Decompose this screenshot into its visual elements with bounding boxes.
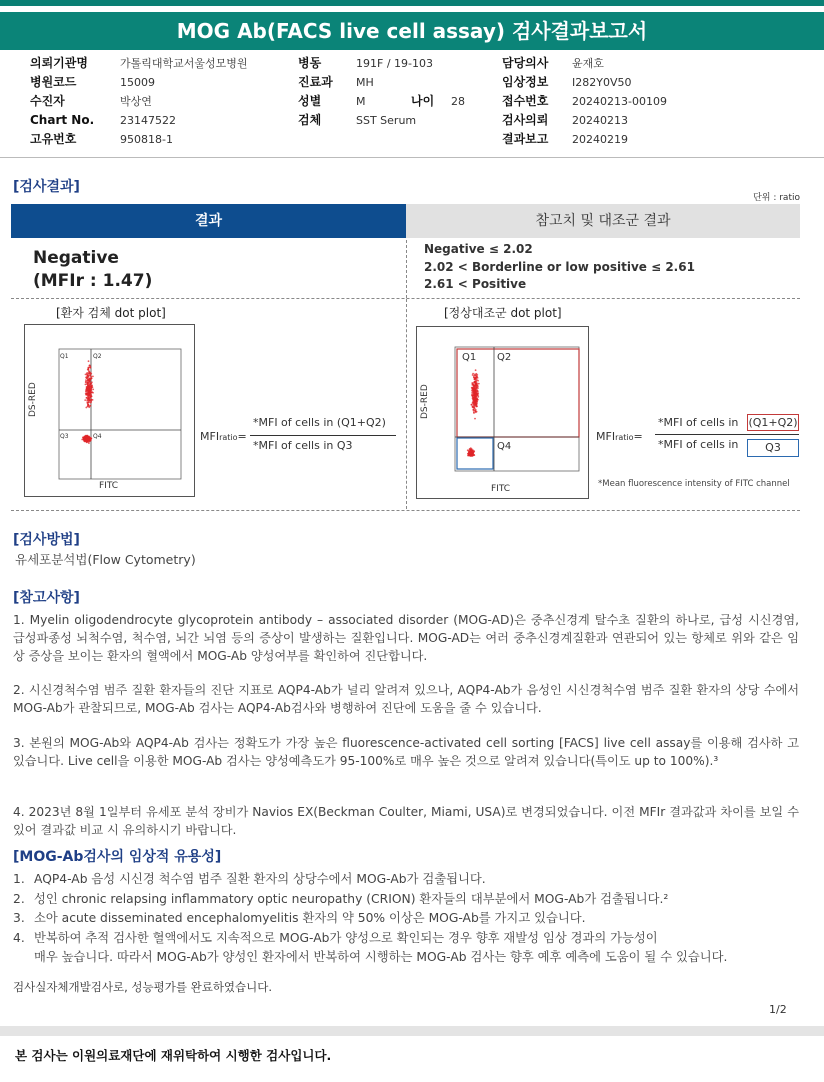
patient-q3: Q3 [60,433,69,440]
dot-marker [471,404,473,406]
label-department: 진료과 [298,75,333,89]
utility-item [13,948,803,968]
control-formula-numerator: *MFI of cells in [658,416,739,429]
result-status: Negative [33,248,119,268]
label-chart-no: Chart No. [30,113,95,127]
label-patient: 수진자 [30,94,65,108]
control-dot-plot [416,326,589,499]
dot-marker [467,449,469,451]
patient-info-col2 [298,54,465,130]
method-title: [검사방법] [13,532,80,548]
plots-vertical-divider [406,299,407,509]
control-formula-lhs [596,430,643,443]
dot-marker [90,399,92,401]
dot-marker [85,393,87,395]
validation-note: 검사실자체개발검사로, 성능평가를 완료하였습니다. [13,980,273,994]
dot-marker [92,389,94,391]
patient-plot-axes [59,349,181,479]
value-unique-no: 950818-1 [120,133,173,146]
value-patient: 박상연 [120,95,152,108]
dot-marker [475,388,477,390]
method-text: 유세포분석법(Flow Cytometry) [15,552,196,567]
value-doctor: 윤재호 [572,57,604,70]
utility-item-text: AQP4-Ab 음성 시신경 척수염 범주 질환 환자의 상당수에서 MOG-Ab가 검출됩니다. [34,872,486,886]
patient-plot-svg [25,325,194,496]
label-clinical-info: 임상정보 [502,75,549,89]
dot-marker [475,400,477,402]
patient-dot-plot [24,324,195,497]
utility-item-text: 반복하여 추적 검사한 혈액에서도 지속적으로 MOG-Ab가 양성으로 확인되는 경우 향후 재발성 임상 경과의 가능성이 [34,930,658,945]
dot-marker [469,451,471,453]
dot-marker [85,381,87,383]
label-age: 나이 [411,94,435,108]
patient-info-col3 [502,54,667,149]
control-formula-ratio-text: ratio [615,433,634,442]
note-paragraph-3: 3. 본원의 MOG-Ab와 AQP4-Ab 검사는 정확도가 가장 높은 fluorescence-activated cell sorting [FACS] live cell assay를 이용해 검사하 고 있습니다. Live cell을 이용한 MOG-Ab 검사는 양성예측도가 95-100%로 매우 높은 것으로 알려져 있습니다(특이도 up to 100%).³ [13,736,799,768]
dot-marker [90,397,92,399]
results-title: [검사결과] [13,179,80,195]
mfi-footnote: *Mean fluorescence intensity of FITC channel [598,479,790,489]
dot-marker [474,390,476,392]
dot-marker [89,440,91,442]
value-institution: 가톨릭대학교서울성모병원 [120,57,248,70]
dot-marker [88,360,90,362]
patient-plot-label: [환자 검체 dot plot] [56,306,166,320]
dot-marker [474,404,476,406]
label-institution: 의뢰기관명 [30,56,88,70]
patient-q1: Q1 [60,353,69,360]
patient-formula-lhs [200,430,247,443]
dot-marker [84,436,86,438]
value-report-date: 20240219 [572,133,628,146]
dot-marker [89,367,91,369]
utility-item [13,929,803,949]
control-plot-svg [417,327,588,498]
dot-marker [471,389,473,391]
dot-marker [474,418,476,420]
dot-marker [88,393,90,395]
result-mfir: (MFIr : 1.47) [33,271,153,291]
patient-x-axis-label: FITC [99,481,119,491]
dot-marker [473,385,475,387]
dot-marker [472,406,474,408]
dot-marker [468,453,470,455]
dot-marker [87,382,89,384]
unit-label: 단위 : ratio [753,193,800,203]
result-value [33,247,152,293]
label-receipt-no: 접수번호 [502,94,549,108]
dot-marker [477,394,479,396]
dot-marker [89,388,91,390]
note-paragraph-1: 1. Myelin oligodendrocyte glycoprotein antibody – associated disorder (MOG-AD)은 중추신경계 탈수초 질환의 하나로, 급성 시신경염, 급성파종성 뇌척수염, 척수염, 뇌간 뇌염 등의 증상이 발생하는 질환입니다. MOG-AD는 여러 중추신경계질환과 연관되어 있는 항체로 위와 같은 임상 증상을 보이는 환자의 혈액에서 MOG-Ab 양성여부를 확인하여 진단합니다. [13,613,799,663]
footer-note: 본 검사는 이원의료재단에 재위탁하여 시행한 검사입니다. [15,1048,332,1063]
control-y-axis-label: DS-RED [420,384,430,419]
value-sex: M [356,95,366,108]
dot-marker [92,392,94,394]
dot-marker [476,390,478,392]
footer-band [0,1026,824,1036]
utility-item-num: 1. [13,872,25,886]
note-paragraph-2: 2. 시신경척수염 범주 질환 환자들의 진단 지표로 AQP4-Ab가 널리 알려져 있으나, AQP4-Ab가 음성인 시신경척수염 범주 질환 환자의 상당 수에서 MOG-Ab가 관찰되므로, MOG-Ab 검사는 AQP4-Ab검사와 병행하여 진단에 도움을 줄 수 있습니다. [13,683,799,715]
dot-marker [90,402,92,404]
control-q3-gate [457,438,493,469]
dot-marker [86,383,88,385]
dot-marker [87,437,89,439]
dot-marker [84,439,86,441]
reference-negative: Negative ≤ 2.02 [424,242,533,256]
report-title: MOG Ab(FACS live cell assay) 검사결과보고서 [0,12,824,50]
value-receipt-no: 20240213-00109 [572,95,667,108]
dot-marker [87,403,89,405]
utility-item-text: 소아 acute disseminated encephalomyelitis 환자의 약 50% 이상은 MOG-Ab를 가지고 있습니다. [34,911,586,925]
utility-title: [MOG-Ab검사의 임상적 유용성] [13,849,222,865]
dot-marker [474,402,476,404]
dot-marker [475,369,477,371]
dot-marker [473,398,475,400]
utility-item-num [13,948,34,968]
dot-marker [89,383,91,385]
dot-marker [477,387,479,389]
dot-marker [88,401,90,403]
value-request-date: 20240213 [572,114,628,127]
control-x-axis-label: FITC [491,484,511,494]
dot-marker [472,395,474,397]
dot-marker [89,380,91,382]
page-number: 1/2 [769,1003,787,1016]
dot-marker [474,389,476,391]
label-specimen: 검체 [298,113,322,127]
value-age: 28 [451,95,465,108]
dot-marker [82,437,84,439]
label-doctor: 담당의사 [502,56,549,70]
control-q1: Q1 [462,352,477,363]
patient-y-axis-label: DS-RED [28,382,38,417]
utility-item-text: 매우 높습니다. 따라서 MOG-Ab가 양성인 환자에서 반복하여 시행하는 MOG-Ab 검사는 향후 예후 예측에 도움이 될 수 있습니다. [34,950,728,964]
dot-marker [472,402,474,404]
dot-marker [88,386,90,388]
dot-marker [475,377,477,379]
utility-item-text: 성인 chronic relapsing inflammatory optic neuropathy (CRION) 환자들의 대부분에서 MOG-Ab가 검출됩니다.² [34,891,669,906]
dot-marker [87,390,89,392]
value-clinical-info: I282Y0V50 [572,76,632,89]
dot-marker [88,405,90,407]
label-unique-no: 고유번호 [30,132,77,146]
dot-marker [474,396,476,398]
dot-marker [471,454,473,456]
label-request-date: 검사의뢰 [502,113,549,127]
dot-marker [473,454,475,456]
results-vertical-divider [406,240,407,298]
dot-marker [475,410,477,412]
patient-formula-bar [250,435,396,436]
dot-marker [92,376,94,378]
patient-formula-denominator: *MFI of cells in Q3 [253,439,353,452]
control-formula-denominator: *MFI of cells in [658,438,739,451]
dot-marker [89,391,91,393]
control-formula-bar [655,434,799,435]
control-formula-mfi-text: MFI [596,430,616,443]
dot-marker [90,438,92,440]
dot-marker [476,406,478,408]
control-q4: Q4 [497,441,512,452]
dot-marker [90,373,92,375]
dot-marker [85,389,87,391]
utility-item [13,870,803,890]
dot-marker [476,374,478,376]
label-report-date: 결과보고 [502,132,549,146]
dot-marker [472,373,474,375]
dot-marker [475,398,477,400]
utility-item-num: 2. [13,891,25,906]
value-department: MH [356,76,374,89]
patient-formula-numerator: *MFI of cells in (Q1+Q2) [253,416,386,429]
formula-equals: = [237,430,247,443]
dot-marker [476,384,478,386]
dot-marker [87,387,89,389]
value-ward: 191F / 19-103 [356,57,433,70]
dot-marker [88,398,90,400]
value-specimen: SST Serum [356,114,417,127]
report-header [0,0,824,44]
dot-marker [472,387,474,389]
control-box-q3: Q3 [747,439,799,457]
dot-marker [87,374,89,376]
utility-item-num: 3. [13,911,25,925]
control-plot-label: [정상대조군 dot plot] [444,306,562,320]
note-paragraph-4: 4. 2023년 8월 1일부터 유세포 분석 장비가 Navios EX(Beckman Coulter, Miami, USA)로 변경되었습니다. 이전 MFIr 결과값과 차이를 보일 수 있어 결과값 비교 시 유의하시기 바랍니다. [13,805,799,837]
value-chart-no: 23147522 [120,114,176,127]
dot-marker [474,407,476,409]
value-hospital-code: 15009 [120,76,155,89]
dot-marker [88,379,90,381]
control-formula-equals: = [633,430,643,443]
dot-marker [476,402,478,404]
dot-marker [88,371,90,373]
dot-marker [90,387,92,389]
dot-marker [470,453,472,455]
plots-divider [11,510,800,511]
patient-info-col1 [30,54,248,149]
dot-marker [478,383,480,385]
dot-marker [472,384,474,386]
patient-dot-cloud [81,360,94,444]
utility-list [13,870,803,968]
patient-q2: Q2 [93,353,102,360]
utility-item-num: 4. [13,930,25,945]
dot-marker [91,385,93,387]
control-box-q1q2: (Q1+Q2) [748,416,798,429]
dot-marker [88,441,90,443]
dot-marker [86,435,88,437]
notes-title: [참고사항] [13,590,80,606]
utility-item [13,909,803,929]
reference-borderline: 2.02 < Borderline or low positive ≤ 2.61 [424,259,695,274]
control-q2: Q2 [497,352,512,363]
info-separator [0,157,824,158]
dot-marker [87,438,89,440]
dot-marker [86,373,88,375]
dot-marker [473,392,475,394]
dot-marker [474,382,476,384]
label-hospital-code: 병원코드 [30,75,77,89]
formula-mfi-text: MFI [200,430,220,443]
formula-ratio-text: ratio [219,433,238,442]
dot-marker [89,378,91,380]
reference-positive: 2.61 < Positive [424,277,527,291]
patient-q4: Q4 [93,433,102,440]
dot-marker [476,382,478,384]
utility-item [13,890,803,910]
label-sex: 성별 [298,94,322,108]
result-column-header: 결과 [11,204,406,238]
dot-marker [473,412,475,414]
dot-marker [475,380,477,382]
label-ward: 병동 [298,56,322,70]
dot-marker [81,439,83,441]
reference-column-header: 참고치 및 대조군 결과 [406,204,800,238]
reference-ranges [424,241,695,294]
dot-marker [84,399,86,401]
control-dot-cloud [467,369,480,457]
